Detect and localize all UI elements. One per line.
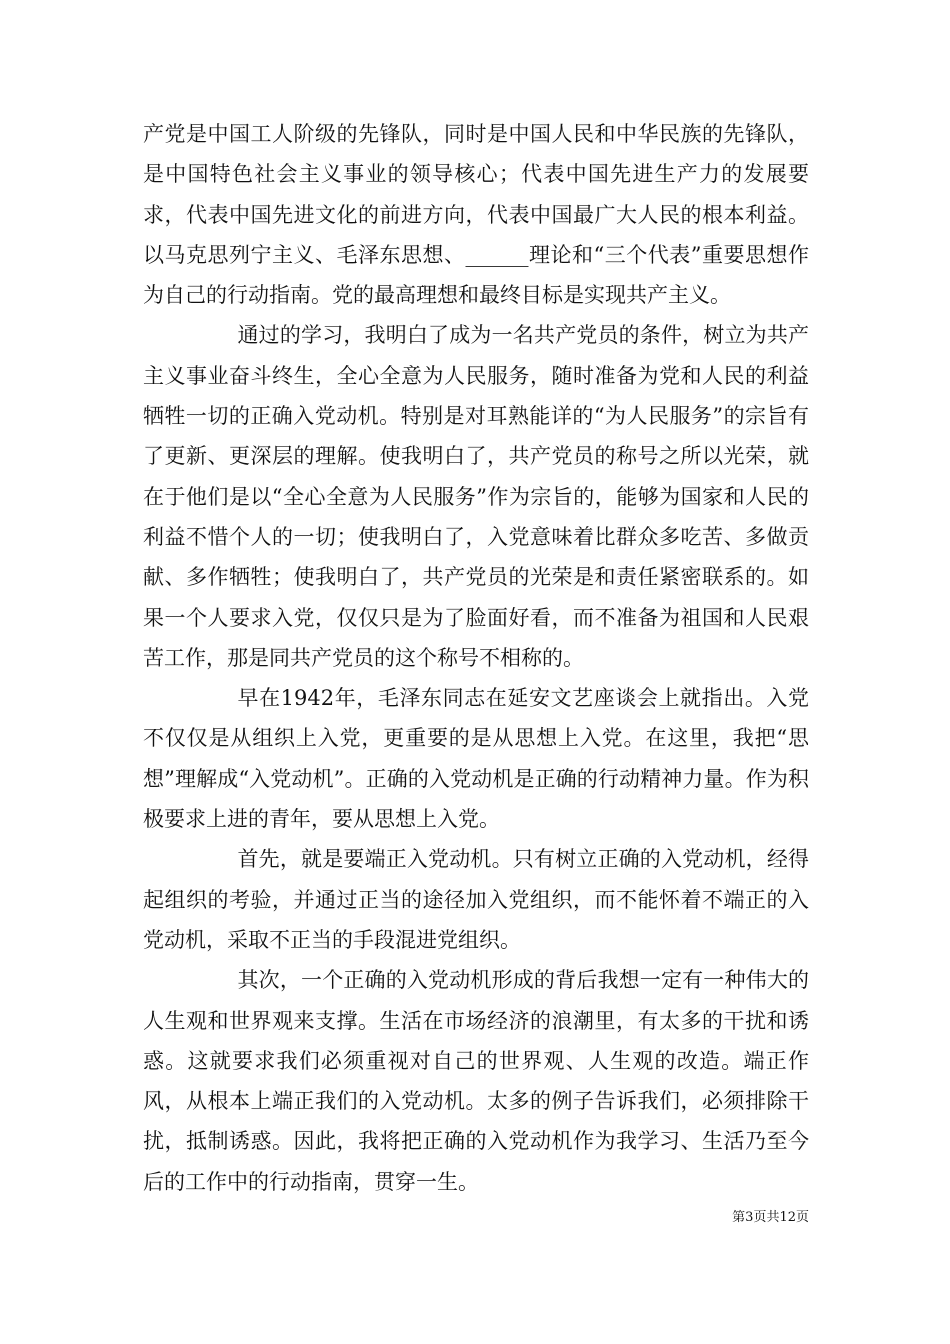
paragraph-3: 早在1942年，毛泽东同志在延安文艺座谈会上就指出。入党不仅仅是从组织上入党，更重要的是从思想上入党。在这里，我把“思想”理解成“入党动机”。正确的入党动机是正确的行动精神力量。作为积极要求上进的青年，要从思想上入党。 xyxy=(143,686,809,832)
body-text xyxy=(143,114,809,1202)
paragraph-4: 首先，就是要端正入党动机。只有树立正确的入党动机，经得起组织的考验，并通过正当的途径加入党组织，而不能怀着不端正的入党动机，采取不正当的手段混进党组织。 xyxy=(143,847,809,952)
paragraph-1: 产党是中国工人阶级的先锋队，同时是中国人民和中华民族的先锋队，是中国特色社会主义事业的领导核心；代表中国先进生产力的发展要求，代表中国先进文化的前进方向，代表中国最广大人民的根本利益。以马克思列宁主义、毛泽东思想、______理论和“三个代表”重要思想作为自己的行动指南。党的最高理想和最终目标是实现共产主义。 xyxy=(143,122,809,308)
paragraph-5: 其次，一个正确的入党动机形成的背后我想一定有一种伟大的人生观和世界观来支撑。生活在市场经济的浪潮里，有太多的干扰和诱惑。这就要求我们必须重视对自己的世界观、人生观的改造。端正作风，从根本上端正我们的入党动机。太多的例子告诉我们，必须排除干扰，抵制诱惑。因此，我将把正确的入党动机作为我学习、生活乃至今后的工作中的行动指南，贯穿一生。 xyxy=(143,968,809,1194)
page-footer: 第3页共12页 xyxy=(732,1210,809,1225)
paragraph-2: 通过的学习，我明白了成为一名共产党员的条件，树立为共产主义事业奋斗终生，全心全意为人民服务，随时准备为党和人民的利益牺牲一切的正确入党动机。特别是对耳熟能详的“为人民服务”的宗旨有了更新、更深层的理解。使我明白了，共产党员的称号之所以光荣，就在于他们是以“全心全意为人民服务”作为宗旨的，能够为国家和人民的利益不惜个人的一切；使我明白了，入党意味着比群众多吃苦、多做贡献、多作牺牲；使我明白了，共产党员的光荣是和责任紧密联系的。如果一个人要求入党，仅仅只是为了脸面好看，而不准备为祖国和人民艰苦工作，那是同共产党员的这个称号不相称的。 xyxy=(143,323,809,670)
